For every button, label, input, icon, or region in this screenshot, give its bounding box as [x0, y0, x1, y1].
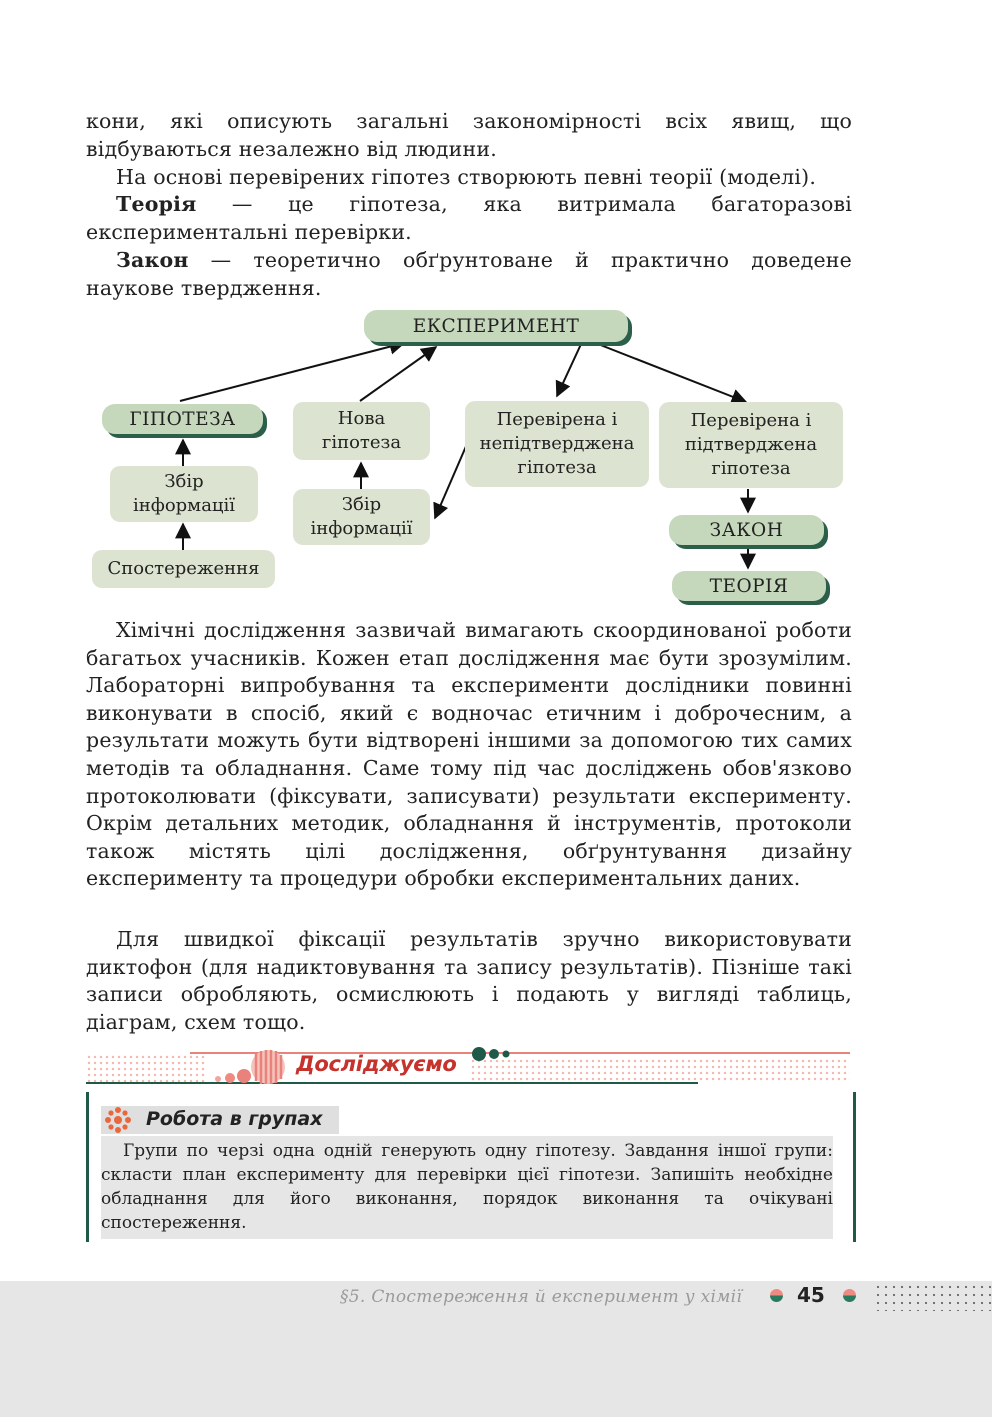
- node-experiment: ЕКСПЕРИМЕНТ: [364, 310, 628, 342]
- decor-dots-left: [86, 1054, 206, 1082]
- law-definition-text: — теоретично обґрунтоване й практично доведене наукове твердження.: [86, 248, 852, 300]
- group-work-title: Робота в групах: [146, 1108, 323, 1130]
- node-confirmed-hypothesis: Перевірена і підтверджена гіпотеза: [659, 402, 843, 488]
- group-work-task-text: Групи по черзі одна одній генерують одну гіпотезу. Завдання іншої групи: скласти план експерименту для перевірки цієї гіпотези. Запишіть необхідне обладнання для його виконання, порядок виконання та очікувані спостереження.: [101, 1141, 833, 1233]
- arrow-hypothesis-to-experiment: [180, 343, 404, 401]
- group-work-icon: [102, 1105, 134, 1135]
- node-law: ЗАКОН: [669, 515, 824, 545]
- node-collect-info-1: Збір інформації: [110, 466, 258, 522]
- node-hypothesis: ГІПОТЕЗА: [102, 404, 263, 434]
- arrow-unconfirmed-to-info: [435, 444, 467, 518]
- term-law: Закон: [116, 248, 189, 272]
- decor-dots-right: [470, 1058, 850, 1082]
- term-theory: Теорія: [116, 192, 197, 216]
- page-number: 45: [797, 1283, 825, 1307]
- footer-dot-left-icon: [770, 1289, 783, 1302]
- footer-dot-grid: [874, 1283, 992, 1311]
- paragraph-research-coordination: Хімічні дослідження зазвичай вимагають скоординованої роботи багатьох учасників. Кожен етап дослідження має бути зрозумілим. Лабораторні випробування та експерименти дослідники повинні виконувати в спосіб, який є водночас етичним і доброчесним, а результати можуть бути відтворені іншими за допомогою тих самих методів та обладнання. Саме тому під час досліджень обов'язково протоколювати (фіксувати, записувати) результати експерименту. Окрім детальних методик, обладнання й інструментів, протоколи також містять цілі дослідження, обґрунтування дизайну експерименту та процедури обробки експериментальних даних.: [86, 618, 852, 891]
- section-title-research: Досліджуємо: [296, 1052, 457, 1076]
- decor-line-bottom: [86, 1082, 698, 1084]
- footer-section-caption: §5. Спостереження й експеримент у хімії: [340, 1287, 743, 1307]
- footer-dot-right-icon: [843, 1289, 856, 1302]
- node-new-hypothesis: Нова гіпотеза: [293, 402, 430, 460]
- paragraph-theories: На основі перевірених гіпотез створюють певні теорії (моделі).: [116, 165, 817, 189]
- decor-circles-icon: [210, 1046, 300, 1086]
- arrow-new-hypothesis-to-experiment: [360, 347, 436, 401]
- paragraph-recording-results: Для швидкої фіксації результатів зручно використовувати диктофон (для надиктовування та запису результатів). Пізніше такі записи обробляють, осмислюють і подають у вигляді таблиць, діаграм, схем тощо.: [86, 927, 852, 1034]
- node-observation: Спостереження: [92, 550, 275, 588]
- theory-definition-text: — це гіпотеза, яка витримала багаторазові експериментальні перевірки.: [86, 192, 852, 244]
- decor-dots-green-icon: [470, 1045, 520, 1063]
- node-collect-info-2: Збір інформації: [293, 489, 430, 545]
- paragraph-intro-continuation: кони, які описують загальні закономірності всіх явищ, що відбуваються незалежно від людини.: [86, 109, 852, 161]
- node-theory: ТЕОРІЯ: [672, 571, 826, 601]
- arrow-experiment-to-unconfirmed: [557, 342, 582, 396]
- arrow-experiment-to-confirmed: [598, 344, 746, 402]
- node-unconfirmed-hypothesis: Перевірена і непідтверджена гіпотеза: [465, 401, 649, 487]
